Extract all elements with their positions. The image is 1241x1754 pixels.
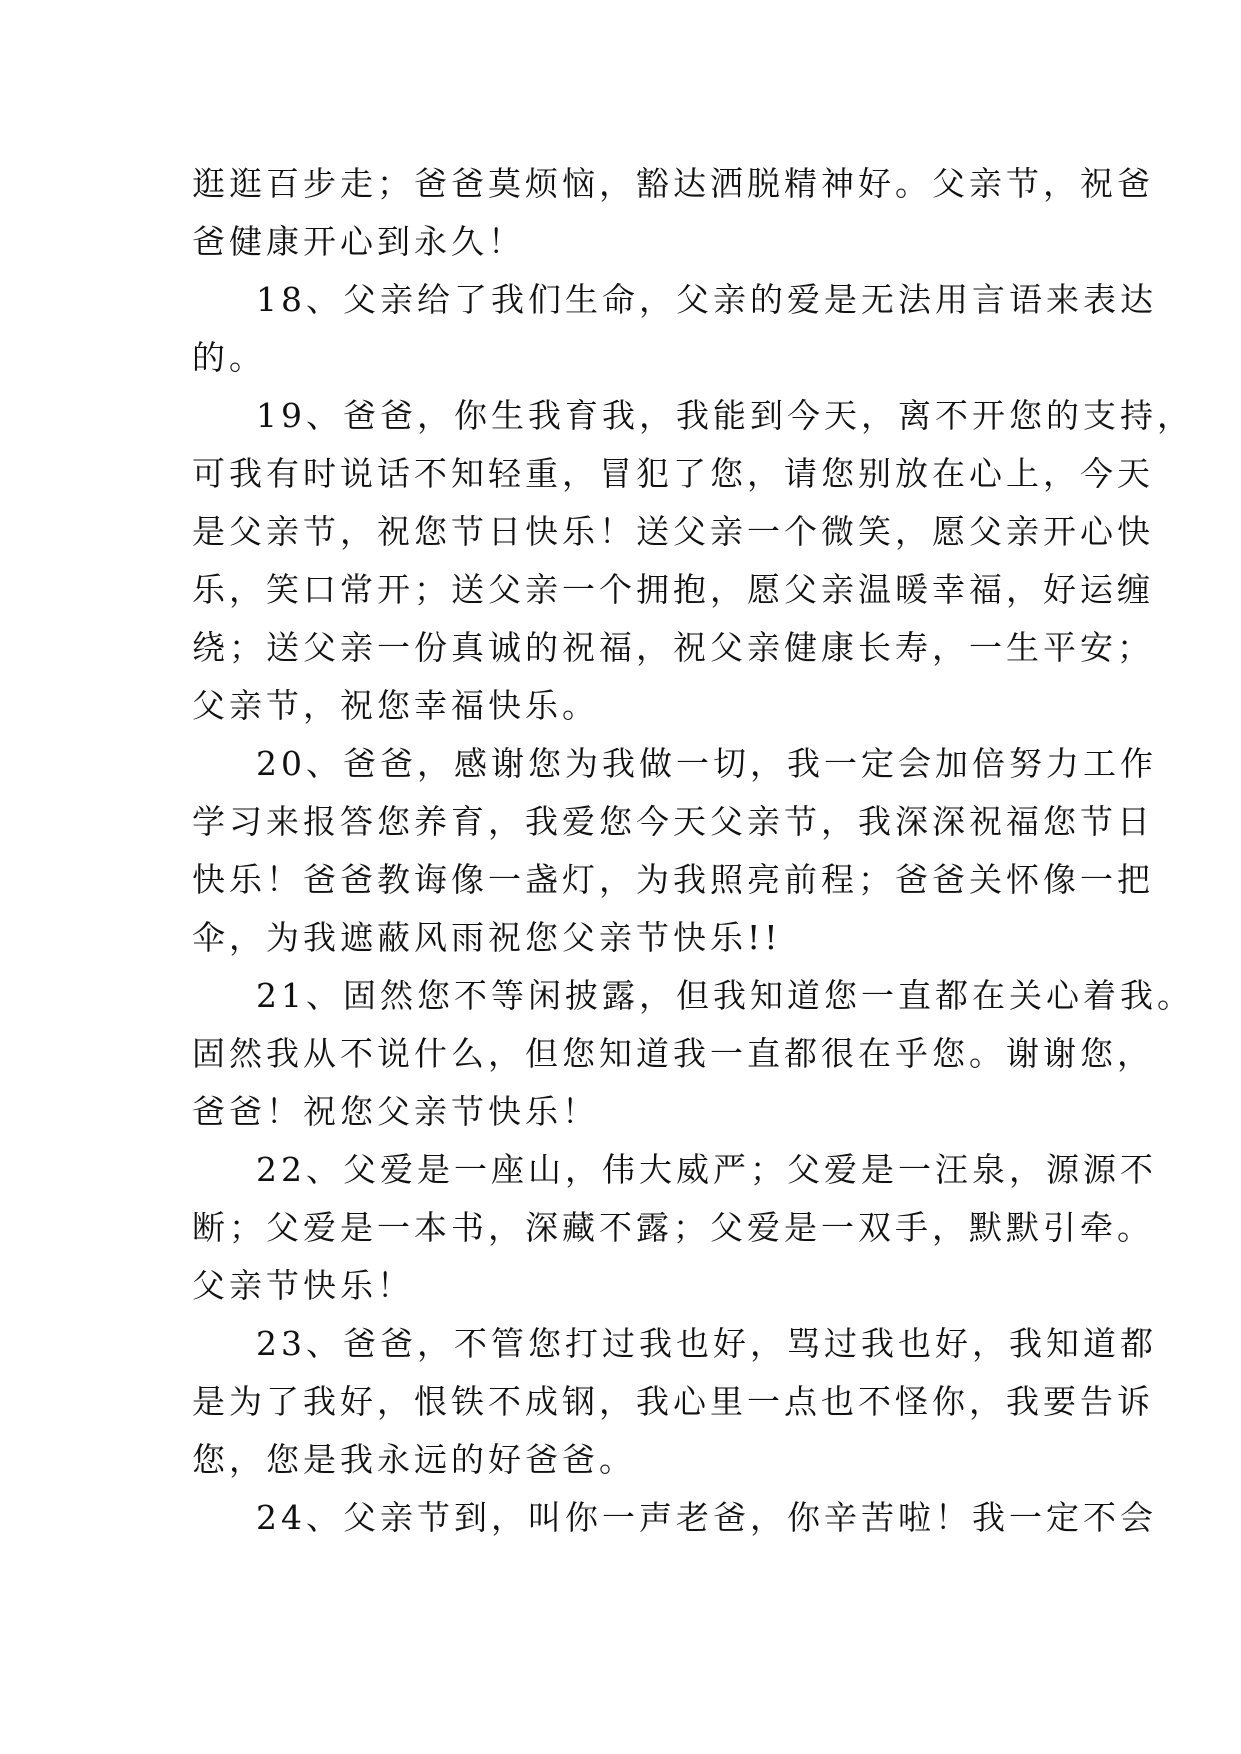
text-line: 固然我从不说什么，但您知道我一直都很在乎您。谢谢您， (192, 1034, 1154, 1073)
text-line: 您，您是我永远的好爸爸。 (192, 1440, 636, 1479)
text-line: 爸健康开心到永久！ (192, 222, 525, 261)
paragraph-start-23: 23、爸爸，不管您打过我也好，骂过我也好，我知道都 (256, 1324, 1157, 1363)
paragraph-start-22: 22、父爱是一座山，伟大威严；父爱是一汪泉，源源不 (256, 1150, 1157, 1189)
text-line: 父亲节，祝您幸福快乐。 (192, 686, 599, 725)
paragraph-start-20: 20、爸爸，感谢您为我做一切，我一定会加倍努力工作 (256, 744, 1157, 783)
paragraph-start-21: 21、固然您不等闲披露，但我知道您一直都在关心着我。 (256, 976, 1194, 1015)
text-line: 快乐！爸爸教诲像一盏灯，为我照亮前程；爸爸关怀像一把 (192, 860, 1154, 899)
paragraph-start-24: 24、父亲节到，叫你一声老爸，你辛苦啦！我一定不会 (256, 1498, 1157, 1537)
text-line: 断；父爱是一本书，深藏不露；父爱是一双手，默默引牵。 (192, 1208, 1154, 1247)
text-line: 绕；送父亲一份真诚的祝福，祝父亲健康长寿，一生平安； (192, 628, 1154, 667)
text-line: 乐，笑口常开；送父亲一个拥抱，愿父亲温暖幸福，好运缠 (192, 570, 1154, 609)
text-line: 爸爸！祝您父亲节快乐！ (192, 1092, 599, 1131)
text-line: 伞，为我遮蔽风雨祝您父亲节快乐!! (192, 918, 782, 957)
text-line: 是为了我好，恨铁不成钢，我心里一点也不怪你，我要告诉 (192, 1382, 1154, 1421)
document-body (192, 155, 1194, 1547)
paragraph-start-19: 19、爸爸，你生我育我，我能到今天，离不开您的支持， (256, 396, 1194, 435)
text-line: 可我有时说话不知轻重，冒犯了您，请您别放在心上，今天 (192, 454, 1154, 493)
text-line: 是父亲节，祝您节日快乐！送父亲一个微笑，愿父亲开心快 (192, 512, 1154, 551)
text-line: 父亲节快乐！ (192, 1266, 414, 1305)
text-line: 的。 (192, 338, 266, 377)
paragraph-start-18: 18、父亲给了我们生命，父亲的爱是无法用言语来表达 (256, 280, 1157, 319)
text-line: 逛逛百步走；爸爸莫烦恼，豁达洒脱精神好。父亲节，祝爸 (192, 164, 1154, 203)
text-line: 学习来报答您养育，我爱您今天父亲节，我深深祝福您节日 (192, 802, 1154, 841)
